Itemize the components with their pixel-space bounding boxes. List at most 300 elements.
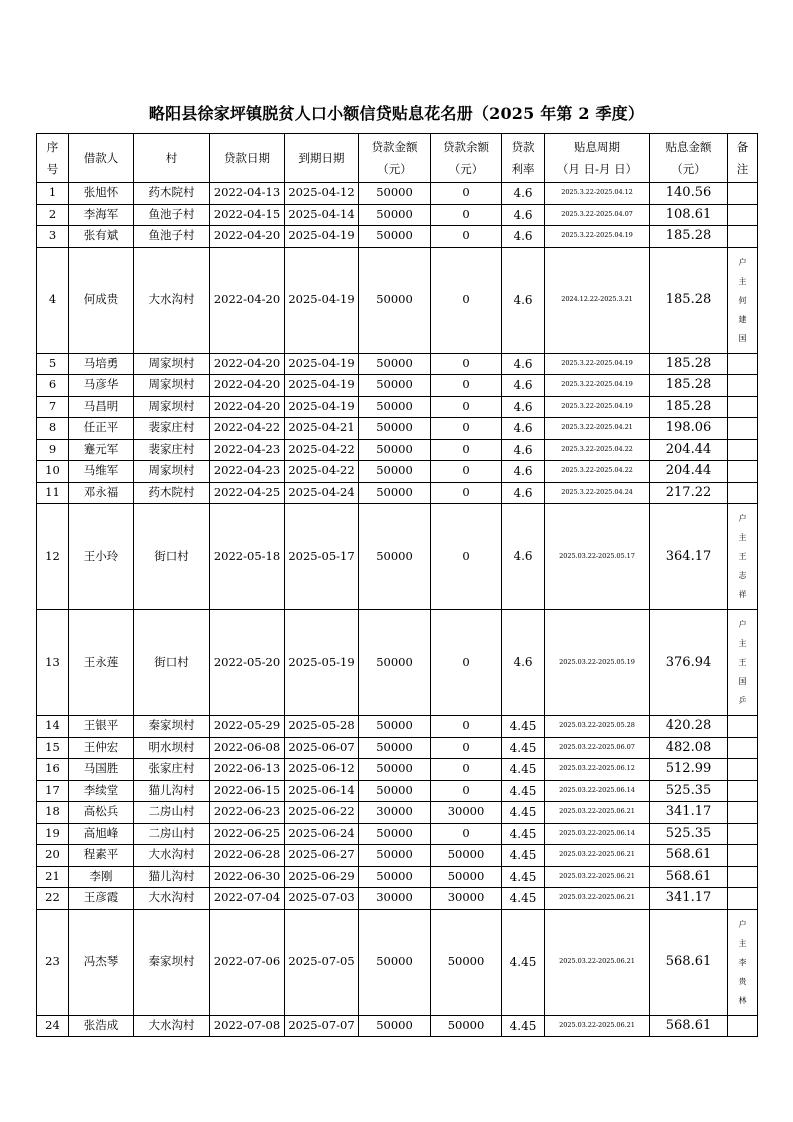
loan-balance-cell: 50000	[431, 866, 502, 888]
table-row	[37, 1015, 758, 1037]
loan-balance-cell: 0	[431, 759, 502, 781]
borrower-cell: 马培勇	[69, 353, 134, 375]
header-amount	[359, 134, 431, 183]
interest-cell: 568.61	[650, 845, 728, 867]
period-cell: 2025.03.22-2025.06.21	[545, 1015, 650, 1037]
due-date-cell: 2025-07-05	[285, 909, 359, 1015]
rate-cell: 4.6	[502, 610, 545, 716]
table-row	[37, 375, 758, 397]
loan-balance-cell: 0	[431, 610, 502, 716]
note-text: 户主王志祥	[738, 514, 747, 599]
loan-amount-cell: 50000	[359, 482, 431, 504]
village-cell: 秦家坝村	[134, 909, 210, 1015]
interest-cell: 568.61	[650, 1015, 728, 1037]
seq-cell: 18	[37, 802, 69, 824]
interest-cell: 512.99	[650, 759, 728, 781]
note-cell	[728, 482, 758, 504]
period-cell: 2025.03.22-2025.06.07	[545, 737, 650, 759]
loan-amount-cell: 50000	[359, 183, 431, 205]
interest-cell: 185.28	[650, 247, 728, 353]
header-interest-line: （元）	[671, 162, 706, 176]
period-cell: 2025.03.22-2025.05.17	[545, 504, 650, 610]
table-row	[37, 823, 758, 845]
header-period	[545, 134, 650, 183]
note-cell	[728, 780, 758, 802]
village-cell: 药木院村	[134, 183, 210, 205]
village-cell: 鱼池子村	[134, 226, 210, 248]
header-period-line: 贴息周期	[574, 140, 620, 154]
loan-amount-cell: 50000	[359, 226, 431, 248]
note-cell	[728, 504, 758, 610]
loan-date-cell: 2022-06-08	[210, 737, 285, 759]
seq-cell: 7	[37, 396, 69, 418]
rate-cell: 4.6	[502, 183, 545, 205]
borrower-cell: 高松兵	[69, 802, 134, 824]
period-cell: 2025.03.22-2025.06.12	[545, 759, 650, 781]
village-cell: 周家坝村	[134, 353, 210, 375]
village-cell: 裴家庄村	[134, 418, 210, 440]
seq-cell: 3	[37, 226, 69, 248]
table-row	[37, 396, 758, 418]
rate-cell: 4.45	[502, 802, 545, 824]
village-cell: 药木院村	[134, 482, 210, 504]
due-date-cell: 2025-04-22	[285, 439, 359, 461]
header-balance-line: 贷款余额	[443, 140, 489, 154]
seq-cell: 17	[37, 780, 69, 802]
due-date-cell: 2025-04-22	[285, 461, 359, 483]
interest-cell: 185.28	[650, 396, 728, 418]
village-cell: 猫儿沟村	[134, 866, 210, 888]
loan-amount-cell: 50000	[359, 610, 431, 716]
loan-date-cell: 2022-06-13	[210, 759, 285, 781]
loan-date-cell: 2022-05-29	[210, 716, 285, 738]
period-cell: 2025.3.22-2025.04.19	[545, 375, 650, 397]
interest-cell: 140.56	[650, 183, 728, 205]
interest-cell: 185.28	[650, 375, 728, 397]
note-cell	[728, 909, 758, 1015]
interest-cell: 185.28	[650, 226, 728, 248]
period-cell: 2025.3.22-2025.04.07	[545, 204, 650, 226]
due-date-cell: 2025-04-19	[285, 247, 359, 353]
village-cell: 二房山村	[134, 802, 210, 824]
note-text: 户主王国乒	[738, 620, 747, 705]
note-text: 户主何建国	[738, 257, 747, 343]
rate-cell: 4.6	[502, 418, 545, 440]
loan-amount-cell: 50000	[359, 504, 431, 610]
table-row	[37, 780, 758, 802]
loan-amount-cell: 50000	[359, 353, 431, 375]
loan-amount-cell: 50000	[359, 866, 431, 888]
interest-cell: 185.28	[650, 353, 728, 375]
village-cell: 张家庄村	[134, 759, 210, 781]
table-row	[37, 802, 758, 824]
header-village	[134, 134, 210, 183]
loan-amount-cell: 50000	[359, 375, 431, 397]
borrower-cell: 李海军	[69, 204, 134, 226]
interest-cell: 420.28	[650, 716, 728, 738]
header-interest	[650, 134, 728, 183]
loan-amount-cell: 50000	[359, 204, 431, 226]
seq-cell: 16	[37, 759, 69, 781]
loan-date-cell: 2022-04-20	[210, 375, 285, 397]
note-text: 户主李贵林	[738, 919, 747, 1005]
loan-date-cell: 2022-07-04	[210, 888, 285, 910]
interest-cell: 568.61	[650, 909, 728, 1015]
loan-date-cell: 2022-04-22	[210, 418, 285, 440]
borrower-cell: 李续堂	[69, 780, 134, 802]
note-cell	[728, 845, 758, 867]
loan-balance-cell: 50000	[431, 845, 502, 867]
note-cell	[728, 247, 758, 353]
loan-balance-cell: 0	[431, 780, 502, 802]
borrower-cell: 任正平	[69, 418, 134, 440]
loan-balance-cell: 0	[431, 461, 502, 483]
due-date-cell: 2025-06-29	[285, 866, 359, 888]
header-borrower	[69, 134, 134, 183]
header-due-date	[285, 134, 359, 183]
village-cell: 秦家坝村	[134, 716, 210, 738]
interest-cell: 341.17	[650, 802, 728, 824]
rate-cell: 4.45	[502, 888, 545, 910]
seq-cell: 1	[37, 183, 69, 205]
note-cell	[728, 1015, 758, 1037]
header-due-date-line: 到期日期	[298, 151, 345, 165]
period-cell: 2025.03.22-2025.06.21	[545, 802, 650, 824]
seq-cell: 21	[37, 866, 69, 888]
loan-balance-cell: 0	[431, 823, 502, 845]
period-cell: 2025.3.22-2025.04.19	[545, 226, 650, 248]
due-date-cell: 2025-04-21	[285, 418, 359, 440]
table-row	[37, 482, 758, 504]
seq-cell: 4	[37, 247, 69, 353]
loan-amount-cell: 50000	[359, 909, 431, 1015]
page-title: 略阳县徐家坪镇脱贫人口小额信贷贴息花名册（2025 年第 2 季度）	[148, 104, 645, 123]
due-date-cell: 2025-06-14	[285, 780, 359, 802]
village-cell: 街口村	[134, 504, 210, 610]
due-date-cell: 2025-05-19	[285, 610, 359, 716]
loan-balance-cell: 0	[431, 716, 502, 738]
seq-cell: 2	[37, 204, 69, 226]
period-cell: 2025.3.22-2025.04.19	[545, 353, 650, 375]
loan-date-cell: 2022-04-20	[210, 353, 285, 375]
loan-amount-cell: 50000	[359, 1015, 431, 1037]
loan-date-cell: 2022-04-20	[210, 226, 285, 248]
note-cell	[728, 439, 758, 461]
table-row	[37, 888, 758, 910]
rate-cell: 4.45	[502, 909, 545, 1015]
due-date-cell: 2025-06-22	[285, 802, 359, 824]
loan-amount-cell: 50000	[359, 439, 431, 461]
interest-cell: 198.06	[650, 418, 728, 440]
village-cell: 裴家庄村	[134, 439, 210, 461]
period-cell: 2025.3.22-2025.04.22	[545, 461, 650, 483]
due-date-cell: 2025-04-12	[285, 183, 359, 205]
loan-date-cell: 2022-06-25	[210, 823, 285, 845]
period-cell: 2025.3.22-2025.04.12	[545, 183, 650, 205]
due-date-cell: 2025-07-07	[285, 1015, 359, 1037]
loan-balance-cell: 0	[431, 226, 502, 248]
interest-cell: 341.17	[650, 888, 728, 910]
borrower-cell: 王银平	[69, 716, 134, 738]
note-cell	[728, 888, 758, 910]
borrower-cell: 张浩成	[69, 1015, 134, 1037]
rate-cell: 4.45	[502, 845, 545, 867]
period-cell: 2025.03.22-2025.06.14	[545, 780, 650, 802]
seq-cell: 8	[37, 418, 69, 440]
rate-cell: 4.6	[502, 353, 545, 375]
header-seq	[37, 134, 69, 183]
loan-date-cell: 2022-06-28	[210, 845, 285, 867]
seq-cell: 12	[37, 504, 69, 610]
note-cell	[728, 204, 758, 226]
due-date-cell: 2025-05-28	[285, 716, 359, 738]
rate-cell: 4.6	[502, 396, 545, 418]
loan-date-cell: 2022-04-25	[210, 482, 285, 504]
borrower-cell: 冯杰琴	[69, 909, 134, 1015]
borrower-cell: 高旭峰	[69, 823, 134, 845]
note-cell	[728, 823, 758, 845]
village-cell: 周家坝村	[134, 396, 210, 418]
note-cell	[728, 610, 758, 716]
loan-balance-cell: 0	[431, 439, 502, 461]
seq-cell: 15	[37, 737, 69, 759]
table-row	[37, 866, 758, 888]
interest-cell: 364.17	[650, 504, 728, 610]
header-seq-line: 号	[46, 162, 59, 176]
header-note-line: 备	[736, 140, 749, 154]
table-row	[37, 183, 758, 205]
rate-cell: 4.6	[502, 504, 545, 610]
loan-balance-cell: 30000	[431, 888, 502, 910]
table-row	[37, 418, 758, 440]
table-row	[37, 247, 758, 353]
table-row	[37, 226, 758, 248]
header-seq-line: 序	[46, 140, 59, 154]
loan-amount-cell: 50000	[359, 247, 431, 353]
loan-amount-cell: 30000	[359, 802, 431, 824]
header-village-line: 村	[165, 151, 178, 165]
period-cell: 2025.03.22-2025.06.14	[545, 823, 650, 845]
loan-amount-cell: 50000	[359, 823, 431, 845]
loan-amount-cell: 50000	[359, 845, 431, 867]
table-row	[37, 737, 758, 759]
rate-cell: 4.45	[502, 759, 545, 781]
loan-date-cell: 2022-07-08	[210, 1015, 285, 1037]
table-row	[37, 610, 758, 716]
rate-cell: 4.6	[502, 204, 545, 226]
rate-cell: 4.6	[502, 247, 545, 353]
loan-date-cell: 2022-04-20	[210, 396, 285, 418]
period-cell: 2025.3.22-2025.04.22	[545, 439, 650, 461]
table-row	[37, 759, 758, 781]
interest-cell: 108.61	[650, 204, 728, 226]
header-loan-date	[210, 134, 285, 183]
loan-amount-cell: 50000	[359, 461, 431, 483]
rate-cell: 4.45	[502, 866, 545, 888]
period-cell: 2025.3.22-2025.04.24	[545, 482, 650, 504]
loan-date-cell: 2022-04-23	[210, 439, 285, 461]
borrower-cell: 王永莲	[69, 610, 134, 716]
borrower-cell: 何成贵	[69, 247, 134, 353]
interest-cell: 217.22	[650, 482, 728, 504]
loan-amount-cell: 50000	[359, 716, 431, 738]
seq-cell: 6	[37, 375, 69, 397]
rate-cell: 4.45	[502, 823, 545, 845]
borrower-cell: 马维军	[69, 461, 134, 483]
table-row	[37, 504, 758, 610]
due-date-cell: 2025-07-03	[285, 888, 359, 910]
village-cell: 大水沟村	[134, 845, 210, 867]
village-cell: 大水沟村	[134, 247, 210, 353]
seq-cell: 20	[37, 845, 69, 867]
note-cell	[728, 759, 758, 781]
seq-cell: 9	[37, 439, 69, 461]
due-date-cell: 2025-06-27	[285, 845, 359, 867]
loan-date-cell: 2022-04-13	[210, 183, 285, 205]
due-date-cell: 2025-04-24	[285, 482, 359, 504]
loan-date-cell: 2022-04-23	[210, 461, 285, 483]
rate-cell: 4.6	[502, 375, 545, 397]
loan-date-cell: 2022-05-20	[210, 610, 285, 716]
period-cell: 2025.03.22-2025.06.21	[545, 866, 650, 888]
header-rate-line: 利率	[511, 162, 535, 176]
header-amount-line: （元）	[377, 162, 412, 176]
header-amount-line: 贷款金额	[371, 140, 418, 154]
due-date-cell: 2025-06-24	[285, 823, 359, 845]
table-row	[37, 909, 758, 1015]
header-rate	[502, 134, 545, 183]
note-cell	[728, 396, 758, 418]
note-cell	[728, 802, 758, 824]
rate-cell: 4.6	[502, 482, 545, 504]
loan-balance-cell: 0	[431, 504, 502, 610]
village-cell: 明水坝村	[134, 737, 210, 759]
loan-balance-cell: 0	[431, 183, 502, 205]
header-rate-line: 贷款	[511, 140, 535, 154]
loan-balance-cell: 0	[431, 737, 502, 759]
period-cell: 2025.03.22-2025.06.21	[545, 909, 650, 1015]
seq-cell: 22	[37, 888, 69, 910]
period-cell: 2025.03.22-2025.05.19	[545, 610, 650, 716]
seq-cell: 10	[37, 461, 69, 483]
seq-cell: 14	[37, 716, 69, 738]
interest-cell: 525.35	[650, 823, 728, 845]
period-cell: 2025.03.22-2025.06.21	[545, 845, 650, 867]
note-cell	[728, 866, 758, 888]
note-cell	[728, 375, 758, 397]
village-cell: 猫儿沟村	[134, 780, 210, 802]
loan-balance-cell: 0	[431, 247, 502, 353]
loan-date-cell: 2022-04-15	[210, 204, 285, 226]
village-cell: 周家坝村	[134, 461, 210, 483]
rate-cell: 4.45	[502, 780, 545, 802]
loan-balance-cell: 50000	[431, 1015, 502, 1037]
due-date-cell: 2025-04-19	[285, 226, 359, 248]
rate-cell: 4.6	[502, 439, 545, 461]
borrower-cell: 马昌明	[69, 396, 134, 418]
interest-cell: 204.44	[650, 439, 728, 461]
borrower-cell: 张旭怀	[69, 183, 134, 205]
table-header-row	[37, 134, 758, 183]
period-cell: 2025.3.22-2025.04.19	[545, 396, 650, 418]
table-row	[37, 716, 758, 738]
loan-date-cell: 2022-04-20	[210, 247, 285, 353]
interest-cell: 376.94	[650, 610, 728, 716]
rate-cell: 4.45	[502, 716, 545, 738]
interest-cell: 204.44	[650, 461, 728, 483]
loan-balance-cell: 0	[431, 375, 502, 397]
header-period-line: （月 日-月 日）	[556, 162, 638, 176]
borrower-cell: 李刚	[69, 866, 134, 888]
subsidy-roster-table	[36, 133, 758, 1037]
due-date-cell: 2025-06-12	[285, 759, 359, 781]
borrower-cell: 马彦华	[69, 375, 134, 397]
rate-cell: 4.6	[502, 226, 545, 248]
village-cell: 大水沟村	[134, 1015, 210, 1037]
header-loan-date-line: 贷款日期	[224, 151, 270, 165]
note-cell	[728, 737, 758, 759]
loan-amount-cell: 50000	[359, 418, 431, 440]
borrower-cell: 王彦霞	[69, 888, 134, 910]
village-cell: 街口村	[134, 610, 210, 716]
due-date-cell: 2025-04-19	[285, 396, 359, 418]
loan-amount-cell: 50000	[359, 759, 431, 781]
header-note-line: 注	[736, 162, 749, 176]
note-cell	[728, 418, 758, 440]
village-cell: 大水沟村	[134, 888, 210, 910]
borrower-cell: 王仲宏	[69, 737, 134, 759]
period-cell: 2024.12.22-2025.3.21	[545, 247, 650, 353]
loan-amount-cell: 30000	[359, 888, 431, 910]
loan-balance-cell: 0	[431, 353, 502, 375]
seq-cell: 13	[37, 610, 69, 716]
seq-cell: 5	[37, 353, 69, 375]
rate-cell: 4.6	[502, 461, 545, 483]
table-row	[37, 204, 758, 226]
period-cell: 2025.03.22-2025.06.21	[545, 888, 650, 910]
borrower-cell: 张有斌	[69, 226, 134, 248]
loan-amount-cell: 50000	[359, 780, 431, 802]
table-row	[37, 845, 758, 867]
period-cell: 2025.3.22-2025.04.21	[545, 418, 650, 440]
note-cell	[728, 183, 758, 205]
header-note	[728, 134, 758, 183]
loan-balance-cell: 30000	[431, 802, 502, 824]
note-cell	[728, 353, 758, 375]
due-date-cell: 2025-04-14	[285, 204, 359, 226]
interest-cell: 482.08	[650, 737, 728, 759]
table-row	[37, 353, 758, 375]
loan-balance-cell: 0	[431, 204, 502, 226]
due-date-cell: 2025-06-07	[285, 737, 359, 759]
loan-date-cell: 2022-07-06	[210, 909, 285, 1015]
note-cell	[728, 461, 758, 483]
loan-amount-cell: 50000	[359, 396, 431, 418]
borrower-cell: 程素平	[69, 845, 134, 867]
borrower-cell: 邓永福	[69, 482, 134, 504]
loan-balance-cell: 0	[431, 418, 502, 440]
note-cell	[728, 716, 758, 738]
borrower-cell: 蹇元军	[69, 439, 134, 461]
loan-date-cell: 2022-05-18	[210, 504, 285, 610]
rate-cell: 4.45	[502, 737, 545, 759]
table-row	[37, 461, 758, 483]
note-cell	[728, 226, 758, 248]
header-borrower-line: 借款人	[83, 151, 119, 165]
header-interest-line: 贴息金额	[665, 140, 712, 154]
loan-date-cell: 2022-06-30	[210, 866, 285, 888]
loan-balance-cell: 0	[431, 482, 502, 504]
